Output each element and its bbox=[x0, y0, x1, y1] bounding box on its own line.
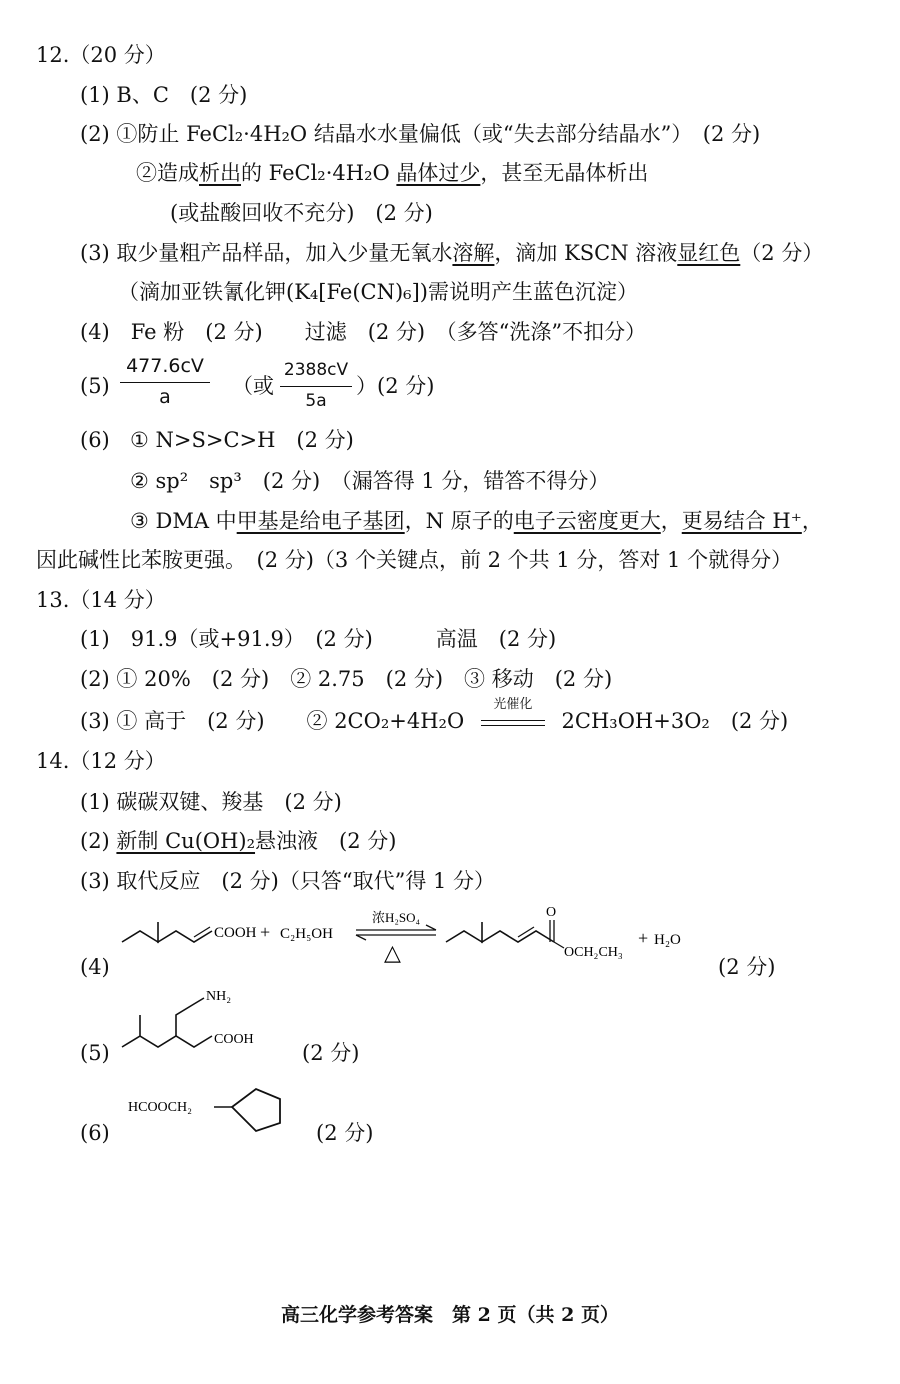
q12-part3-score: （2 分） bbox=[740, 241, 824, 265]
reaction-condition: 浓H₂SO₄ bbox=[372, 910, 421, 925]
cyclopentyl-formate-structure bbox=[126, 1075, 306, 1145]
q12-part2a-rest: 结晶水水量偏低（或“失去部分结晶水”） (2 分) bbox=[307, 122, 761, 146]
plus-sign-2: + bbox=[638, 928, 649, 948]
q12-part6c-end: ， bbox=[801, 509, 823, 533]
q14-part3: (3) 取代反应 (2 分)（只答“取代”得 1 分） bbox=[80, 869, 496, 893]
q14-part4-label: (4) bbox=[80, 955, 110, 979]
plus-sign: + bbox=[260, 922, 271, 942]
q12-part2b-pre: ②造成 bbox=[136, 161, 199, 185]
q12-part5-numerator1: 477.6cV bbox=[126, 355, 204, 377]
q12-part6c-sep: ， bbox=[660, 509, 682, 533]
q12-part5-denominator1: a bbox=[159, 386, 171, 408]
q12-part5-fraction2 bbox=[280, 358, 352, 413]
q12-part2a-num: (2) ①防止 bbox=[80, 122, 187, 146]
q13-part3-condition: 光催化 bbox=[493, 697, 533, 712]
q13-header: 13.（14 分） bbox=[36, 588, 166, 612]
ester-bond bbox=[554, 942, 564, 948]
product-double-bond bbox=[518, 927, 534, 937]
reverse-arrow-head bbox=[356, 935, 366, 940]
q13-part2: (2) ① 20% (2 分) ② 2.75 (2 分) ③ 移动 (2 分) bbox=[80, 667, 613, 691]
q12-part2b-mid: 的 FeCl₂·4H₂O bbox=[241, 161, 397, 185]
q12-part2a bbox=[80, 119, 760, 149]
equals-line-top bbox=[481, 720, 545, 721]
q12-part2b bbox=[136, 158, 648, 188]
q12-part5-numerator2: 2388cV bbox=[283, 360, 349, 380]
q14-part2-key: 新制 Cu(OH)₂ bbox=[116, 829, 256, 853]
q12-part6c-pre: ③ DMA 中 bbox=[130, 509, 237, 533]
amino-acid-structure bbox=[110, 985, 310, 1065]
product-skeleton bbox=[446, 922, 554, 942]
q12-part2b-key2: 晶体过少 bbox=[396, 161, 481, 185]
ethoxy-group: OCH₂CH₃ bbox=[564, 945, 623, 960]
q14-part1: (1) 碳碳双键、羧基 (2 分) bbox=[80, 790, 342, 814]
q12-part5-or: （或 bbox=[232, 374, 274, 398]
q14-part6-score: (2 分) bbox=[316, 1121, 374, 1145]
q12-part6b: ② sp² sp³ (2 分) （漏答得 1 分，错答不得分） bbox=[130, 469, 610, 493]
q12-part5-fraction1 bbox=[120, 354, 210, 409]
water: H₂O bbox=[654, 932, 681, 948]
q12-part3b: （滴加亚铁氰化钾(K₄[Fe(CN)₆])需说明产生蓝色沉淀） bbox=[118, 280, 638, 304]
q12-part6c-key3: 更易结合 H⁺ bbox=[681, 509, 802, 533]
esterification-equation bbox=[110, 900, 710, 970]
q14-part6-label: (6) bbox=[80, 1121, 110, 1145]
q12-part3-key2: 显红色 bbox=[677, 241, 741, 265]
carbonyl-oxygen: O bbox=[546, 905, 557, 920]
q12-part6c-mid: ，N 原子的 bbox=[404, 509, 514, 533]
q14-part2 bbox=[80, 826, 396, 856]
heat-symbol: △ bbox=[384, 940, 401, 965]
q14-part4-score: (2 分) bbox=[718, 955, 776, 979]
equals-line-bottom bbox=[481, 725, 545, 726]
q12-part4: (4) Fe 粉 (2 分) 过滤 (2 分) （多答“洗涤”不扣分） bbox=[80, 320, 647, 344]
carboxyl-group: COOH bbox=[214, 1032, 254, 1047]
reactant-cooh: COOH bbox=[214, 925, 257, 941]
q12-part6c-key1: 甲基是给电子基团 bbox=[236, 509, 405, 533]
q12-part5-score: ）(2 分) bbox=[356, 374, 435, 398]
q12-part6c-key2: 电子云密度更大 bbox=[513, 509, 661, 533]
q13-part1: (1) 91.9（或+91.9） (2 分) 高温 (2 分) bbox=[80, 627, 557, 651]
q14-part2-label: (2) bbox=[80, 829, 117, 853]
ethanol: C₂H₅OH bbox=[280, 926, 333, 942]
q12-part3 bbox=[80, 238, 823, 268]
q12-part2a-formula: FeCl₂·4H₂O bbox=[186, 122, 308, 146]
cyclopentane-ring bbox=[232, 1089, 280, 1131]
q14-header: 14.（12 分） bbox=[36, 749, 166, 773]
amino-acid-skeleton bbox=[122, 1015, 212, 1047]
q13-part3-post: 2CH₃OH+3O₂ (2 分) bbox=[561, 709, 789, 733]
q12-part5-label: (5) bbox=[80, 374, 110, 398]
q12-part6-label: (6) bbox=[80, 428, 110, 452]
forward-arrow-head bbox=[426, 925, 436, 930]
reactant-skeleton bbox=[122, 922, 212, 942]
q12-part1: (1) B、C (2 分) bbox=[80, 83, 248, 107]
q12-part3-key1: 溶解 bbox=[452, 241, 495, 265]
fraction-bar bbox=[120, 382, 210, 383]
q12-part5-denominator2: 5a bbox=[305, 391, 327, 411]
aminomethyl-branch bbox=[176, 998, 204, 1036]
q12-part2c: (或盐酸回收不充分) (2 分) bbox=[170, 201, 433, 225]
q14-part2-rest: 悬浊液 (2 分) bbox=[255, 829, 397, 853]
reactant-double-bond bbox=[194, 927, 210, 937]
amino-group: NH₂ bbox=[206, 989, 232, 1004]
formate-group: HCOOCH₂ bbox=[128, 1100, 192, 1115]
q14-part5-label: (5) bbox=[80, 1041, 110, 1065]
q12-part2b-rest: ，甚至无晶体析出 bbox=[480, 161, 649, 185]
q14-part5-score: (2 分) bbox=[302, 1041, 360, 1065]
fraction-bar bbox=[280, 386, 352, 387]
q12-part3-pre: (3) 取少量粗产品样品，加入少量无氧水 bbox=[80, 241, 453, 265]
q12-part6c bbox=[130, 506, 823, 536]
q12-part2b-key1: 析出 bbox=[199, 161, 241, 185]
q12-part6d: 因此碱性比苯胺更强。 (2 分)（3 个关键点，前 2 个共 1 分，答对 1 个就得分） bbox=[36, 548, 793, 572]
q12-header: 12.（20 分） bbox=[36, 43, 166, 67]
photocatalysis-equals-sign bbox=[477, 697, 549, 736]
q13-part3 bbox=[80, 697, 789, 736]
q13-part3-pre: (3) ① 高于 (2 分) ② 2CO₂+4H₂O bbox=[80, 709, 465, 733]
page-footer: 高三化学参考答案 第 2 页（共 2 页） bbox=[281, 1304, 619, 1326]
q12-part6a: ① N>S>C>H (2 分) bbox=[130, 428, 354, 452]
q12-part3-mid: ，滴加 KSCN 溶液 bbox=[494, 241, 678, 265]
